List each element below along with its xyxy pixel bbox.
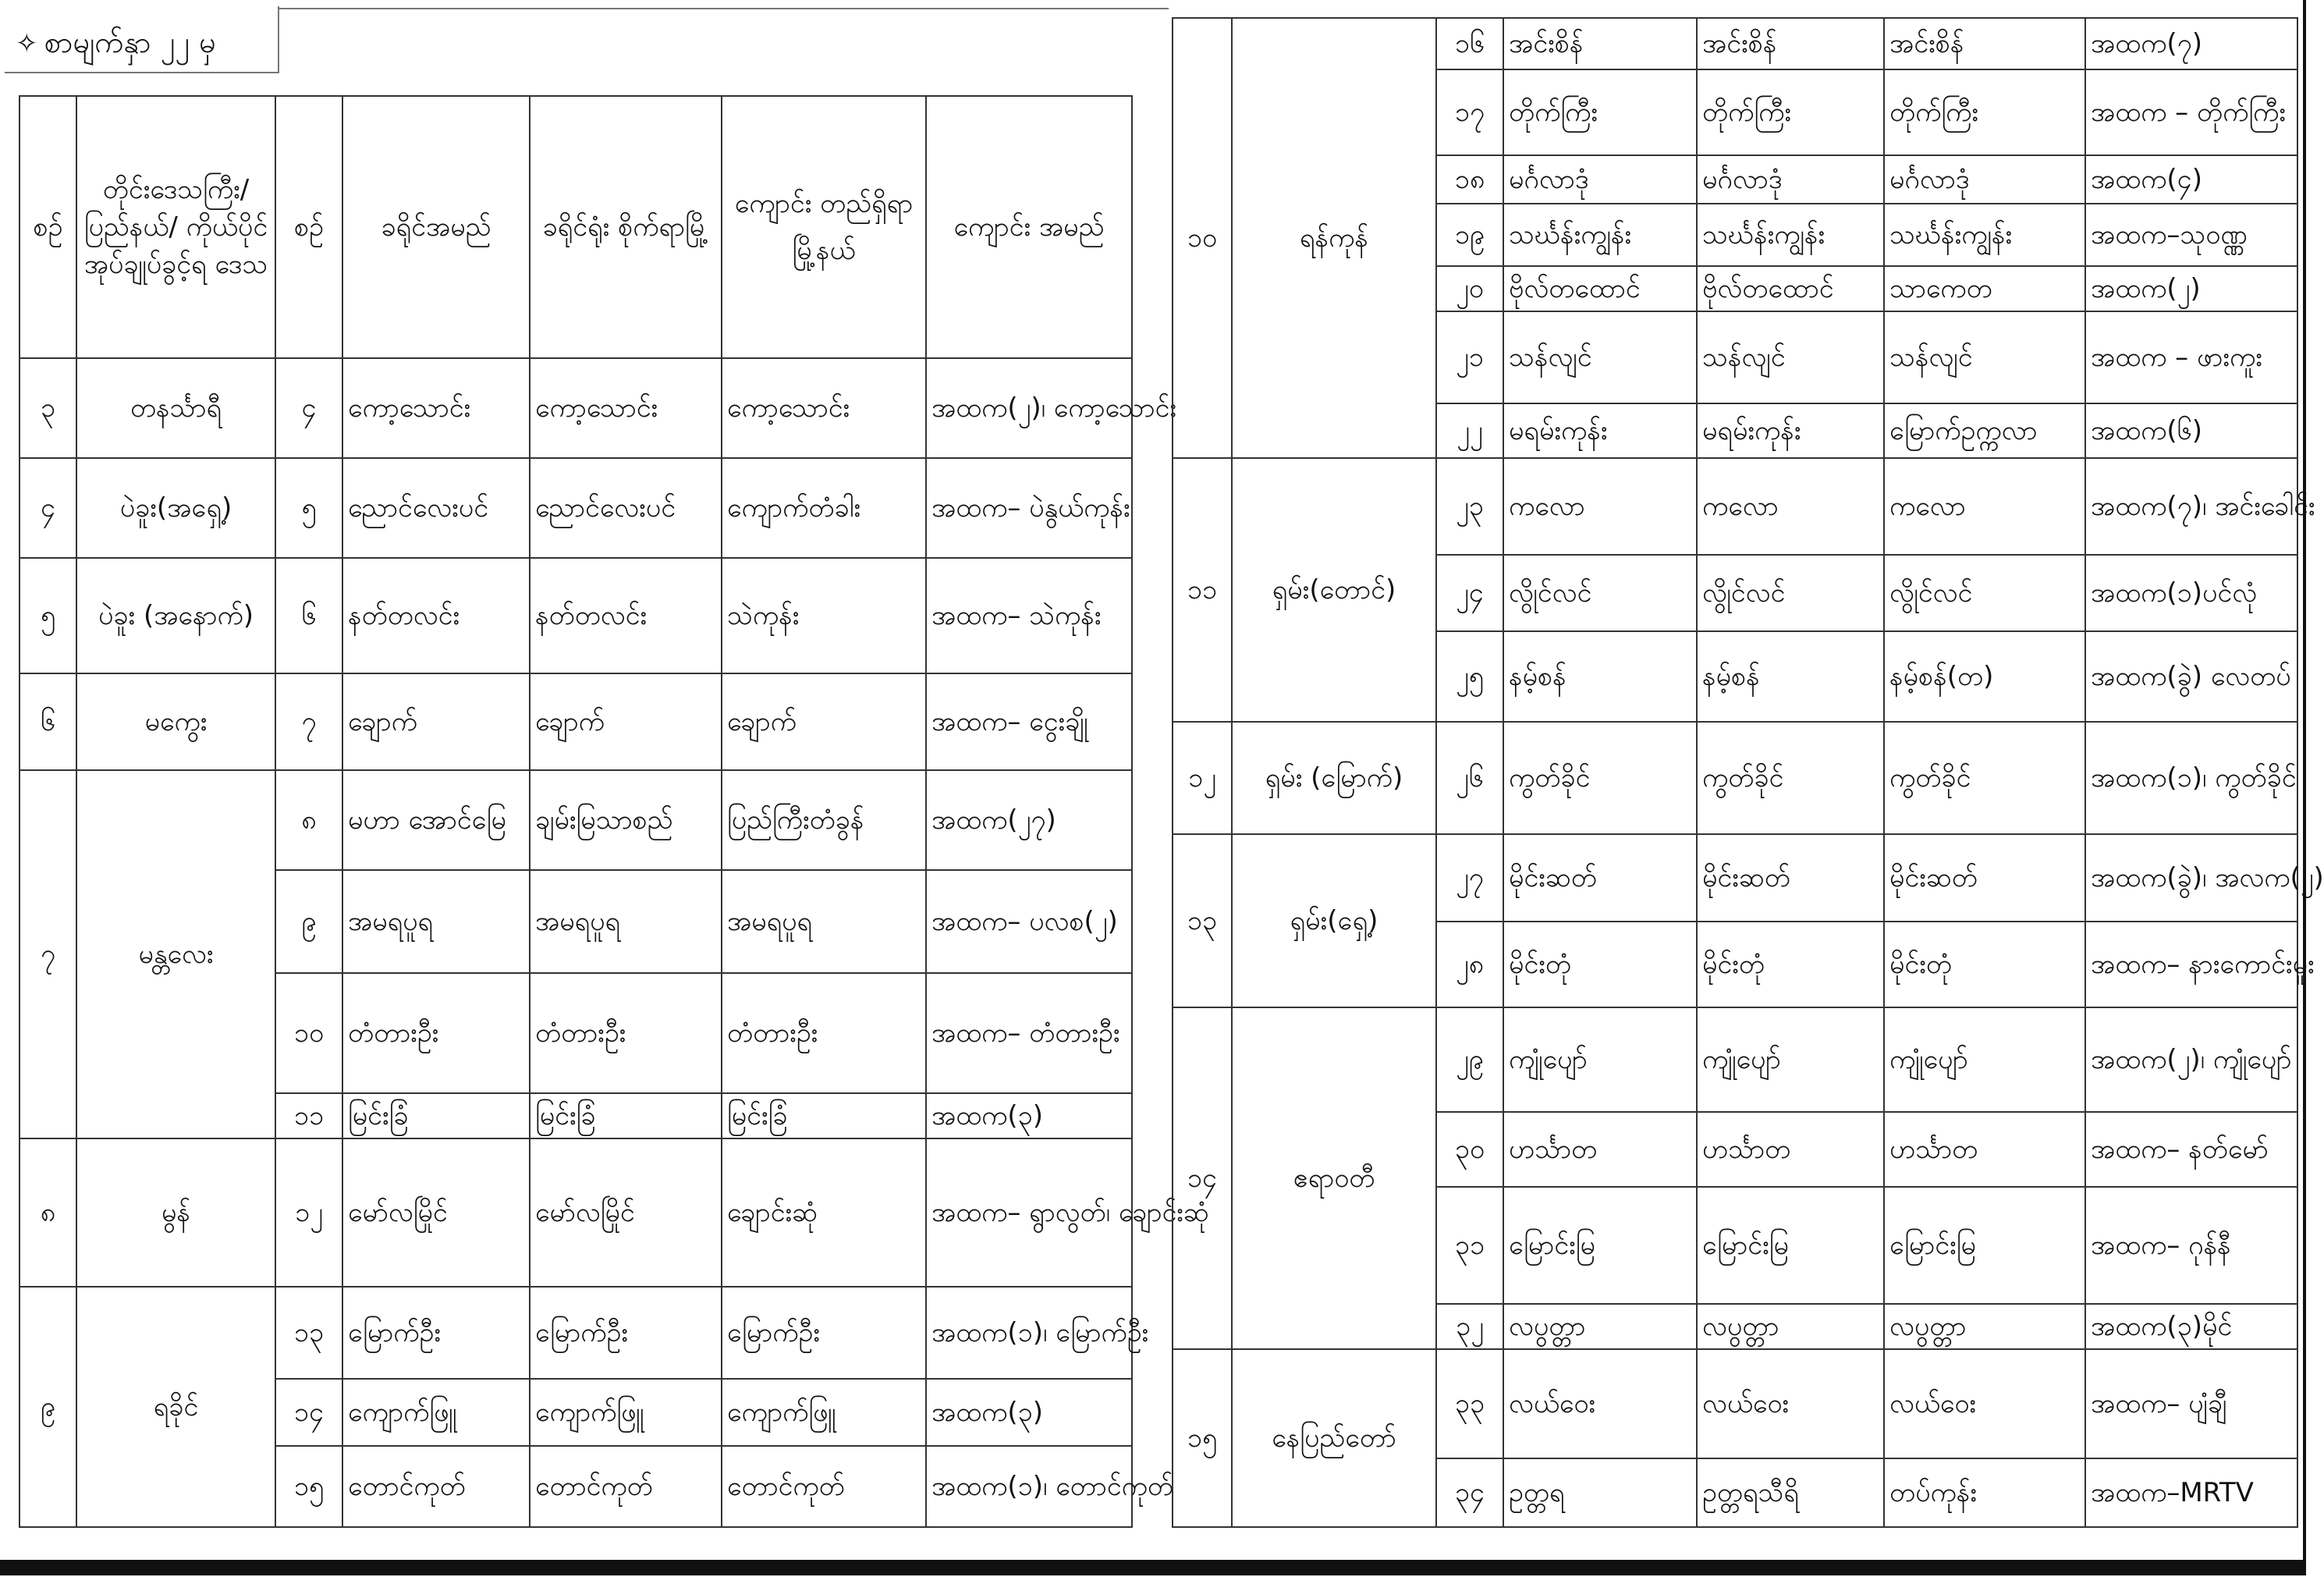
region-name: နေပြည်တော် (1232, 1349, 1436, 1527)
district-name: မြင်းခြံ (342, 1093, 530, 1138)
row-number: ၁၆ (1436, 18, 1503, 69)
page-reference (16, 25, 216, 61)
school-name: အထက(၂)၊ ကျုံပျော် (2085, 1007, 2297, 1112)
school-name: အထက(၇)၊ အင်းခေါင်း (2085, 458, 2297, 555)
school-town: လယ်ဝေး (1884, 1349, 2085, 1458)
school-town: ကျုံပျော် (1884, 1007, 2085, 1112)
office-town: အင်းစိန် (1697, 18, 1884, 69)
row-number: ၂၉ (1436, 1007, 1503, 1112)
row-number: ၁၃ (275, 1287, 342, 1379)
region-name: ဧရာဝတီ (1232, 1007, 1436, 1349)
school-name: အထက(၂၇) (926, 770, 1132, 870)
district-name: နတ်တလင်း (342, 558, 530, 673)
office-town: ဗိုလ်တထောင် (1697, 266, 1884, 311)
school-name: အထက(၇) (2085, 18, 2297, 69)
row-number: ၂၇ (1436, 834, 1503, 922)
left-school-table (19, 95, 1209, 1528)
district-name: ကျုံပျော် (1503, 1007, 1697, 1112)
school-name: အထက– နားကောင်းမူး (2085, 922, 2297, 1007)
office-town: ကလော (1697, 458, 1884, 555)
office-town: မြောင်းမြ (1697, 1187, 1884, 1304)
school-town: မြောက်ဥက္ကလာ (1884, 403, 2085, 458)
region-name: ရှမ်း(တောင်) (1232, 458, 1436, 722)
school-name: အထက(၃)မိုင် (2085, 1304, 2297, 1349)
office-town: မော်လမြိုင် (530, 1138, 722, 1287)
school-name: အထက–သုဝဏ္ဏ (2085, 204, 2297, 266)
col-header-school: ကျောင်း အမည် (926, 96, 1132, 358)
school-town: ကွတ်ခိုင် (1884, 722, 2085, 834)
row-number: ၃၁ (1436, 1187, 1503, 1304)
region-name: မွန် (76, 1138, 275, 1287)
district-name: ကလော (1503, 458, 1697, 555)
region-name: ရှမ်း(ရှေ့) (1232, 834, 1436, 1007)
school-town: တိုက်ကြီး (1884, 69, 2085, 155)
row-number: ၃၀ (1436, 1112, 1503, 1187)
school-name: အထက(၁)၊ ကွတ်ခိုင် (2085, 722, 2297, 834)
school-name: အထက– ပလစ(၂) (926, 870, 1132, 973)
group-number: ၁၁ (1173, 458, 1232, 722)
group-number: ၄ (20, 458, 76, 558)
table-row (20, 1138, 1132, 1287)
school-town: လပွတ္တာ (1884, 1304, 2085, 1349)
col-header-region: တိုင်းဒေသကြီး/ ပြည်နယ်/ ကိုယ်ပိုင် အုပ်ချုပ်ခွင့်ရ ဒေသ (76, 96, 275, 358)
district-name: မော်လမြိုင် (342, 1138, 530, 1287)
office-town: သင်္ဃန်းကျွန်း (1697, 204, 1884, 266)
top-rule (279, 8, 1169, 9)
row-number: ၁၈ (1436, 155, 1503, 204)
office-town: ကွတ်ခိုင် (1697, 722, 1884, 834)
school-town: တံတားဦး (722, 973, 926, 1093)
table-row (20, 1287, 1132, 1379)
district-name: အမရပူရ (342, 870, 530, 973)
school-town: လွိုင်လင် (1884, 555, 2085, 631)
school-name: အထက(၆) (2085, 403, 2297, 458)
region-name: ရခိုင် (76, 1287, 275, 1527)
school-name: အထက(၃) (926, 1379, 1132, 1446)
district-name: အင်းစိန် (1503, 18, 1697, 69)
row-number: ၃၃ (1436, 1349, 1503, 1458)
school-town: ချောင်းဆုံ (722, 1138, 926, 1287)
district-name: ကျောက်ဖြူ (342, 1379, 530, 1446)
row-number: ၂၄ (1436, 555, 1503, 631)
office-town: ချောက် (530, 673, 722, 770)
school-name: အထက(၄) (2085, 155, 2297, 204)
row-number: ၈ (275, 770, 342, 870)
district-name: ချောက် (342, 673, 530, 770)
row-number: ၉ (275, 870, 342, 973)
school-name: အထက(၁)၊ တောင်ကုတ် (926, 1446, 1132, 1527)
group-number: ၉ (20, 1287, 76, 1527)
school-town: မြောင်းမြ (1884, 1187, 2085, 1304)
group-number: ၅ (20, 558, 76, 673)
school-town: သဲကုန်း (722, 558, 926, 673)
group-number: ၁၂ (1173, 722, 1232, 834)
table-row (1173, 834, 2297, 922)
region-name: ပဲခူး (အနောက်) (76, 558, 275, 673)
school-name: အထက– သဲကုန်း (926, 558, 1132, 673)
school-town: တောင်ကုတ် (722, 1446, 926, 1527)
district-name: မြောက်ဦး (342, 1287, 530, 1379)
group-number: ၆ (20, 673, 76, 770)
office-town: လပွတ္တာ (1697, 1304, 1884, 1349)
school-name: အထက– ပျံချီ (2085, 1349, 2297, 1458)
school-town: ချောက် (722, 673, 926, 770)
table-row (20, 358, 1132, 458)
office-town: မိုင်းတုံ (1697, 922, 1884, 1007)
row-number: ၁၉ (1436, 204, 1503, 266)
school-town: ကလော (1884, 458, 2085, 555)
table-row (20, 673, 1132, 770)
row-number: ၁၄ (275, 1379, 342, 1446)
row-number: ၆ (275, 558, 342, 673)
office-town: မြောက်ဦး (530, 1287, 722, 1379)
header-row (20, 96, 1132, 358)
district-name: လွိုင်လင် (1503, 555, 1697, 631)
school-name: အထက– နတ်မော် (2085, 1112, 2297, 1187)
office-town: ကျောက်ဖြူ (530, 1379, 722, 1446)
district-name: ဟင်္သာတ (1503, 1112, 1697, 1187)
school-town: မင်္ဂလာဒုံ (1884, 155, 2085, 204)
office-town: သန်လျင် (1697, 311, 1884, 403)
group-number: ၈ (20, 1138, 76, 1287)
region-name: မကွေး (76, 673, 275, 770)
district-name: လပွတ္တာ (1503, 1304, 1697, 1349)
school-town: ကော့သောင်း (722, 358, 926, 458)
region-name: တနင်္သာရီ (76, 358, 275, 458)
office-town: တိုက်ကြီး (1697, 69, 1884, 155)
district-name: ဗိုလ်တထောင် (1503, 266, 1697, 311)
region-name: ပဲခူး(အရှေ့) (76, 458, 275, 558)
school-name: အထက– ပဲနွယ်ကုန်း (926, 458, 1132, 558)
office-town: လွိုင်လင် (1697, 555, 1884, 631)
school-town: ဟင်္သာတ (1884, 1112, 2085, 1187)
row-number: ၄ (275, 358, 342, 458)
row-number: ၂၁ (1436, 311, 1503, 403)
school-name: အထက–MRTV (2085, 1458, 2297, 1527)
office-town: မရမ်းကုန်း (1697, 403, 1884, 458)
office-town: လယ်ဝေး (1697, 1349, 1884, 1458)
col-header-no: စဉ် (20, 96, 76, 358)
district-name: မြောင်းမြ (1503, 1187, 1697, 1304)
group-number: ၃ (20, 358, 76, 458)
office-town: ညောင်လေးပင် (530, 458, 722, 558)
table-row (20, 770, 1132, 870)
col-header-school-town: ကျောင်း တည်ရှိရာ မြို့နယ် (722, 96, 926, 358)
table-row (20, 458, 1132, 558)
school-town: မိုင်းတုံ (1884, 922, 2085, 1007)
school-town: ပြည်ကြီးတံခွန် (722, 770, 926, 870)
school-town: တပ်ကုန်း (1884, 1458, 2085, 1527)
col-header-no2: စဉ် (275, 96, 342, 358)
district-name: ကော့သောင်း (342, 358, 530, 458)
row-number: ၃၂ (1436, 1304, 1503, 1349)
school-name: အထက(၂) (2085, 266, 2297, 311)
school-name: အထက(၁)ပင်လုံ (2085, 555, 2297, 631)
school-town: မြင်းခြံ (722, 1093, 926, 1138)
school-name: အထက – ဖားကူး (2085, 311, 2297, 403)
district-name: မဟာ အောင်မြေ (342, 770, 530, 870)
region-name: မန္တလေး (76, 770, 275, 1138)
row-number: ၃၄ (1436, 1458, 1503, 1527)
school-town: ကျောက်ဖြူ (722, 1379, 926, 1446)
school-town: ကျောက်တံခါး (722, 458, 926, 558)
school-name: အထက(ခွဲ)၊ အလက(၂) (2085, 834, 2297, 922)
table-row (1173, 1349, 2297, 1458)
office-town: အမရပူရ (530, 870, 722, 973)
office-town: တောင်ကုတ် (530, 1446, 722, 1527)
school-name: အထက(၁)၊ မြောက်ဦး (926, 1287, 1132, 1379)
office-town: တံတားဦး (530, 973, 722, 1093)
region-name: ရှမ်း (မြောက်) (1232, 722, 1436, 834)
office-town: ဥတ္တရသီရိ (1697, 1458, 1884, 1527)
row-number: ၂၂ (1436, 403, 1503, 458)
school-town: မြောက်ဦး (722, 1287, 926, 1379)
table-row (20, 558, 1132, 673)
region-name: ရန်ကုန် (1232, 18, 1436, 458)
row-number: ၂၈ (1436, 922, 1503, 1007)
district-name: ဥတ္တရ (1503, 1458, 1697, 1527)
district-name: မိုင်းဆတ် (1503, 834, 1697, 922)
office-town: နတ်တလင်း (530, 558, 722, 673)
school-town: မိုင်းဆတ် (1884, 834, 2085, 922)
row-number: ၂၀ (1436, 266, 1503, 311)
school-name: အထက– ရွာလွတ်၊ ချောင်းဆုံ (926, 1138, 1132, 1287)
office-town: မင်္ဂလာဒုံ (1697, 155, 1884, 204)
school-name: အထက– ဂုန်နီ (2085, 1187, 2297, 1304)
district-name: တိုက်ကြီး (1503, 69, 1697, 155)
office-town: ကျုံပျော် (1697, 1007, 1884, 1112)
district-name: ညောင်လေးပင် (342, 458, 530, 558)
page-reference-text: စာမျက်နှာ ၂၂ မှ (44, 25, 216, 59)
table-row (1173, 458, 2297, 555)
office-town: မိုင်းဆတ် (1697, 834, 1884, 922)
col-header-district: ခရိုင်အမည် (342, 96, 530, 358)
group-number: ၁၀ (1173, 18, 1232, 458)
district-name: ကွတ်ခိုင် (1503, 722, 1697, 834)
district-name: နမ့်စန် (1503, 631, 1697, 722)
table-row (1173, 722, 2297, 834)
school-name: အထက(၂)၊ ကော့သောင်း (926, 358, 1132, 458)
district-name: တံတားဦး (342, 973, 530, 1093)
school-town: နမ့်စန်(တ) (1884, 631, 2085, 722)
row-number: ၂၅ (1436, 631, 1503, 722)
sparkle-icon: ✧ (16, 28, 38, 59)
school-name: အထက – တိုက်ကြီး (2085, 69, 2297, 155)
group-number: ၁၅ (1173, 1349, 1232, 1527)
group-number: ၁၄ (1173, 1007, 1232, 1349)
right-school-table (1172, 17, 2324, 1528)
group-number: ၁၃ (1173, 834, 1232, 1007)
row-number: ၂၃ (1436, 458, 1503, 555)
district-name: သင်္ဃန်းကျွန်း (1503, 204, 1697, 266)
school-name: အထက(ခွဲ) လေတပ် (2085, 631, 2297, 722)
col-header-office: ခရိုင်ရုံး စိုက်ရာမြို့ (530, 96, 722, 358)
district-name: လယ်ဝေး (1503, 1349, 1697, 1458)
school-town: အင်းစိန် (1884, 18, 2085, 69)
office-town: မြင်းခြံ (530, 1093, 722, 1138)
school-name: အထက– ငွေးချို (926, 673, 1132, 770)
office-town: ဟင်္သာတ (1697, 1112, 1884, 1187)
group-number: ၇ (20, 770, 76, 1138)
school-town: သင်္ဃန်းကျွန်း (1884, 204, 2085, 266)
row-number: ၁၀ (275, 973, 342, 1093)
district-name: သန်လျင် (1503, 311, 1697, 403)
district-name: မင်္ဂလာဒုံ (1503, 155, 1697, 204)
table-row (1173, 18, 2297, 69)
office-town: ချမ်းမြသာစည် (530, 770, 722, 870)
school-name: အထက– တံတားဦး (926, 973, 1132, 1093)
table-row (1173, 1007, 2297, 1112)
row-number: ၇ (275, 673, 342, 770)
office-town: ကော့သောင်း (530, 358, 722, 458)
school-town: သာကေတ (1884, 266, 2085, 311)
district-name: မိုင်းတုံ (1503, 922, 1697, 1007)
office-town: နမ့်စန် (1697, 631, 1884, 722)
row-number: ၁၂ (275, 1138, 342, 1287)
school-town: အမရပူရ (722, 870, 926, 973)
row-number: ၁၅ (275, 1446, 342, 1527)
row-number: ၂၆ (1436, 722, 1503, 834)
row-number: ၅ (275, 458, 342, 558)
page-reference-box (5, 6, 279, 73)
row-number: ၁၁ (275, 1093, 342, 1138)
district-name: မရမ်းကုန်း (1503, 403, 1697, 458)
school-town: သန်လျင် (1884, 311, 2085, 403)
row-number: ၁၇ (1436, 69, 1503, 155)
school-name: အထက(၃) (926, 1093, 1132, 1138)
district-name: တောင်ကုတ် (342, 1446, 530, 1527)
